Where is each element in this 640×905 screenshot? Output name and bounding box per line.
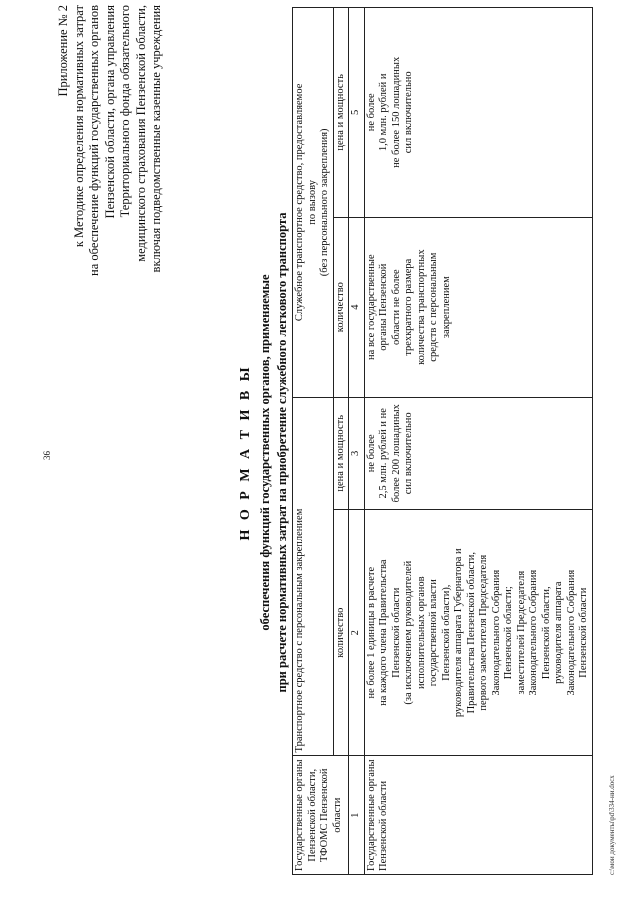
appendix-line: Приложение № 2 bbox=[56, 5, 70, 97]
table-subheader-row bbox=[333, 8, 349, 875]
page-number: 36 bbox=[42, 451, 52, 460]
appendix-line: Пензенской области, органа управления bbox=[102, 5, 117, 219]
header-personal-transport: Транспортное средство с персональным закреплением bbox=[293, 397, 334, 756]
table-header-row bbox=[293, 8, 334, 875]
subheader-quantity: количество bbox=[333, 509, 349, 756]
cell-personal-quantity: не более 1 единицы в расчете на каждого члена Правительства Пензенской области (за исключением руководителей исполнительных органов государственной власти Пензенской области), руководителя аппарата Губернатора и Правительства Пензенской области, первого заместителя Председателя Законодательного Собрания Пензенской области; заместителей Председателя Законодательного Собрания Пензенской области, руководителя аппарата Законодательного Собрания Пензенской области bbox=[364, 509, 592, 756]
column-number: 5 bbox=[349, 8, 365, 218]
appendix-line: включая подведомственные казенные учреждения bbox=[149, 5, 163, 273]
table-number-row bbox=[349, 8, 365, 875]
subheader-quantity: количество bbox=[333, 217, 349, 397]
cell-on-call-price: не более 1,0 млн. рублей и не более 150 лошадиных сил включительно bbox=[364, 8, 592, 218]
cell-on-call-quantity: на все государственные органы Пензенской области не более трехкратного размера количества транспортных средств с персональным закреплением bbox=[364, 217, 592, 397]
header-organs: Государственные органы Пензенской области, ТФОМС Пензенской области bbox=[293, 756, 349, 875]
column-number: 1 bbox=[349, 756, 365, 875]
cell-organs: Государственные органы Пензенской области bbox=[364, 756, 592, 875]
document-title: Н О Р М А Т И В Ы bbox=[238, 364, 253, 541]
appendix-line: на обеспечение функций государственных органов bbox=[87, 5, 101, 276]
norms-table bbox=[292, 7, 593, 875]
document-subtitle-1: обеспечения функций государственных органов, применяемые bbox=[258, 274, 272, 631]
table-row bbox=[364, 8, 592, 875]
appendix-line: медицинского страхования Пензенской области, bbox=[133, 5, 148, 262]
subheader-price-power: цена и мощность bbox=[333, 8, 349, 218]
header-on-call-transport: Служебное транспортное средство, предоставляемое по вызову (без персонального закрепления) bbox=[293, 8, 334, 398]
subheader-price-power: цена и мощность bbox=[333, 397, 349, 509]
appendix-block bbox=[56, 5, 165, 445]
column-number: 4 bbox=[349, 217, 365, 397]
appendix-line: Территориального фонда обязательного bbox=[118, 5, 132, 218]
file-path-footer: c:\мои документы\рd\334-ни.docx bbox=[608, 775, 616, 875]
document-subtitle-2: при расчете нормативных затрат на приобретение служебного легкового транспорта bbox=[275, 212, 289, 693]
column-number: 2 bbox=[349, 509, 365, 756]
cell-personal-price: не более 2,5 млн. рублей и не более 200 лошадиных сил включительно bbox=[364, 397, 592, 509]
appendix-line: к Методике определения нормативных затрат bbox=[71, 5, 86, 248]
column-number: 3 bbox=[349, 397, 365, 509]
